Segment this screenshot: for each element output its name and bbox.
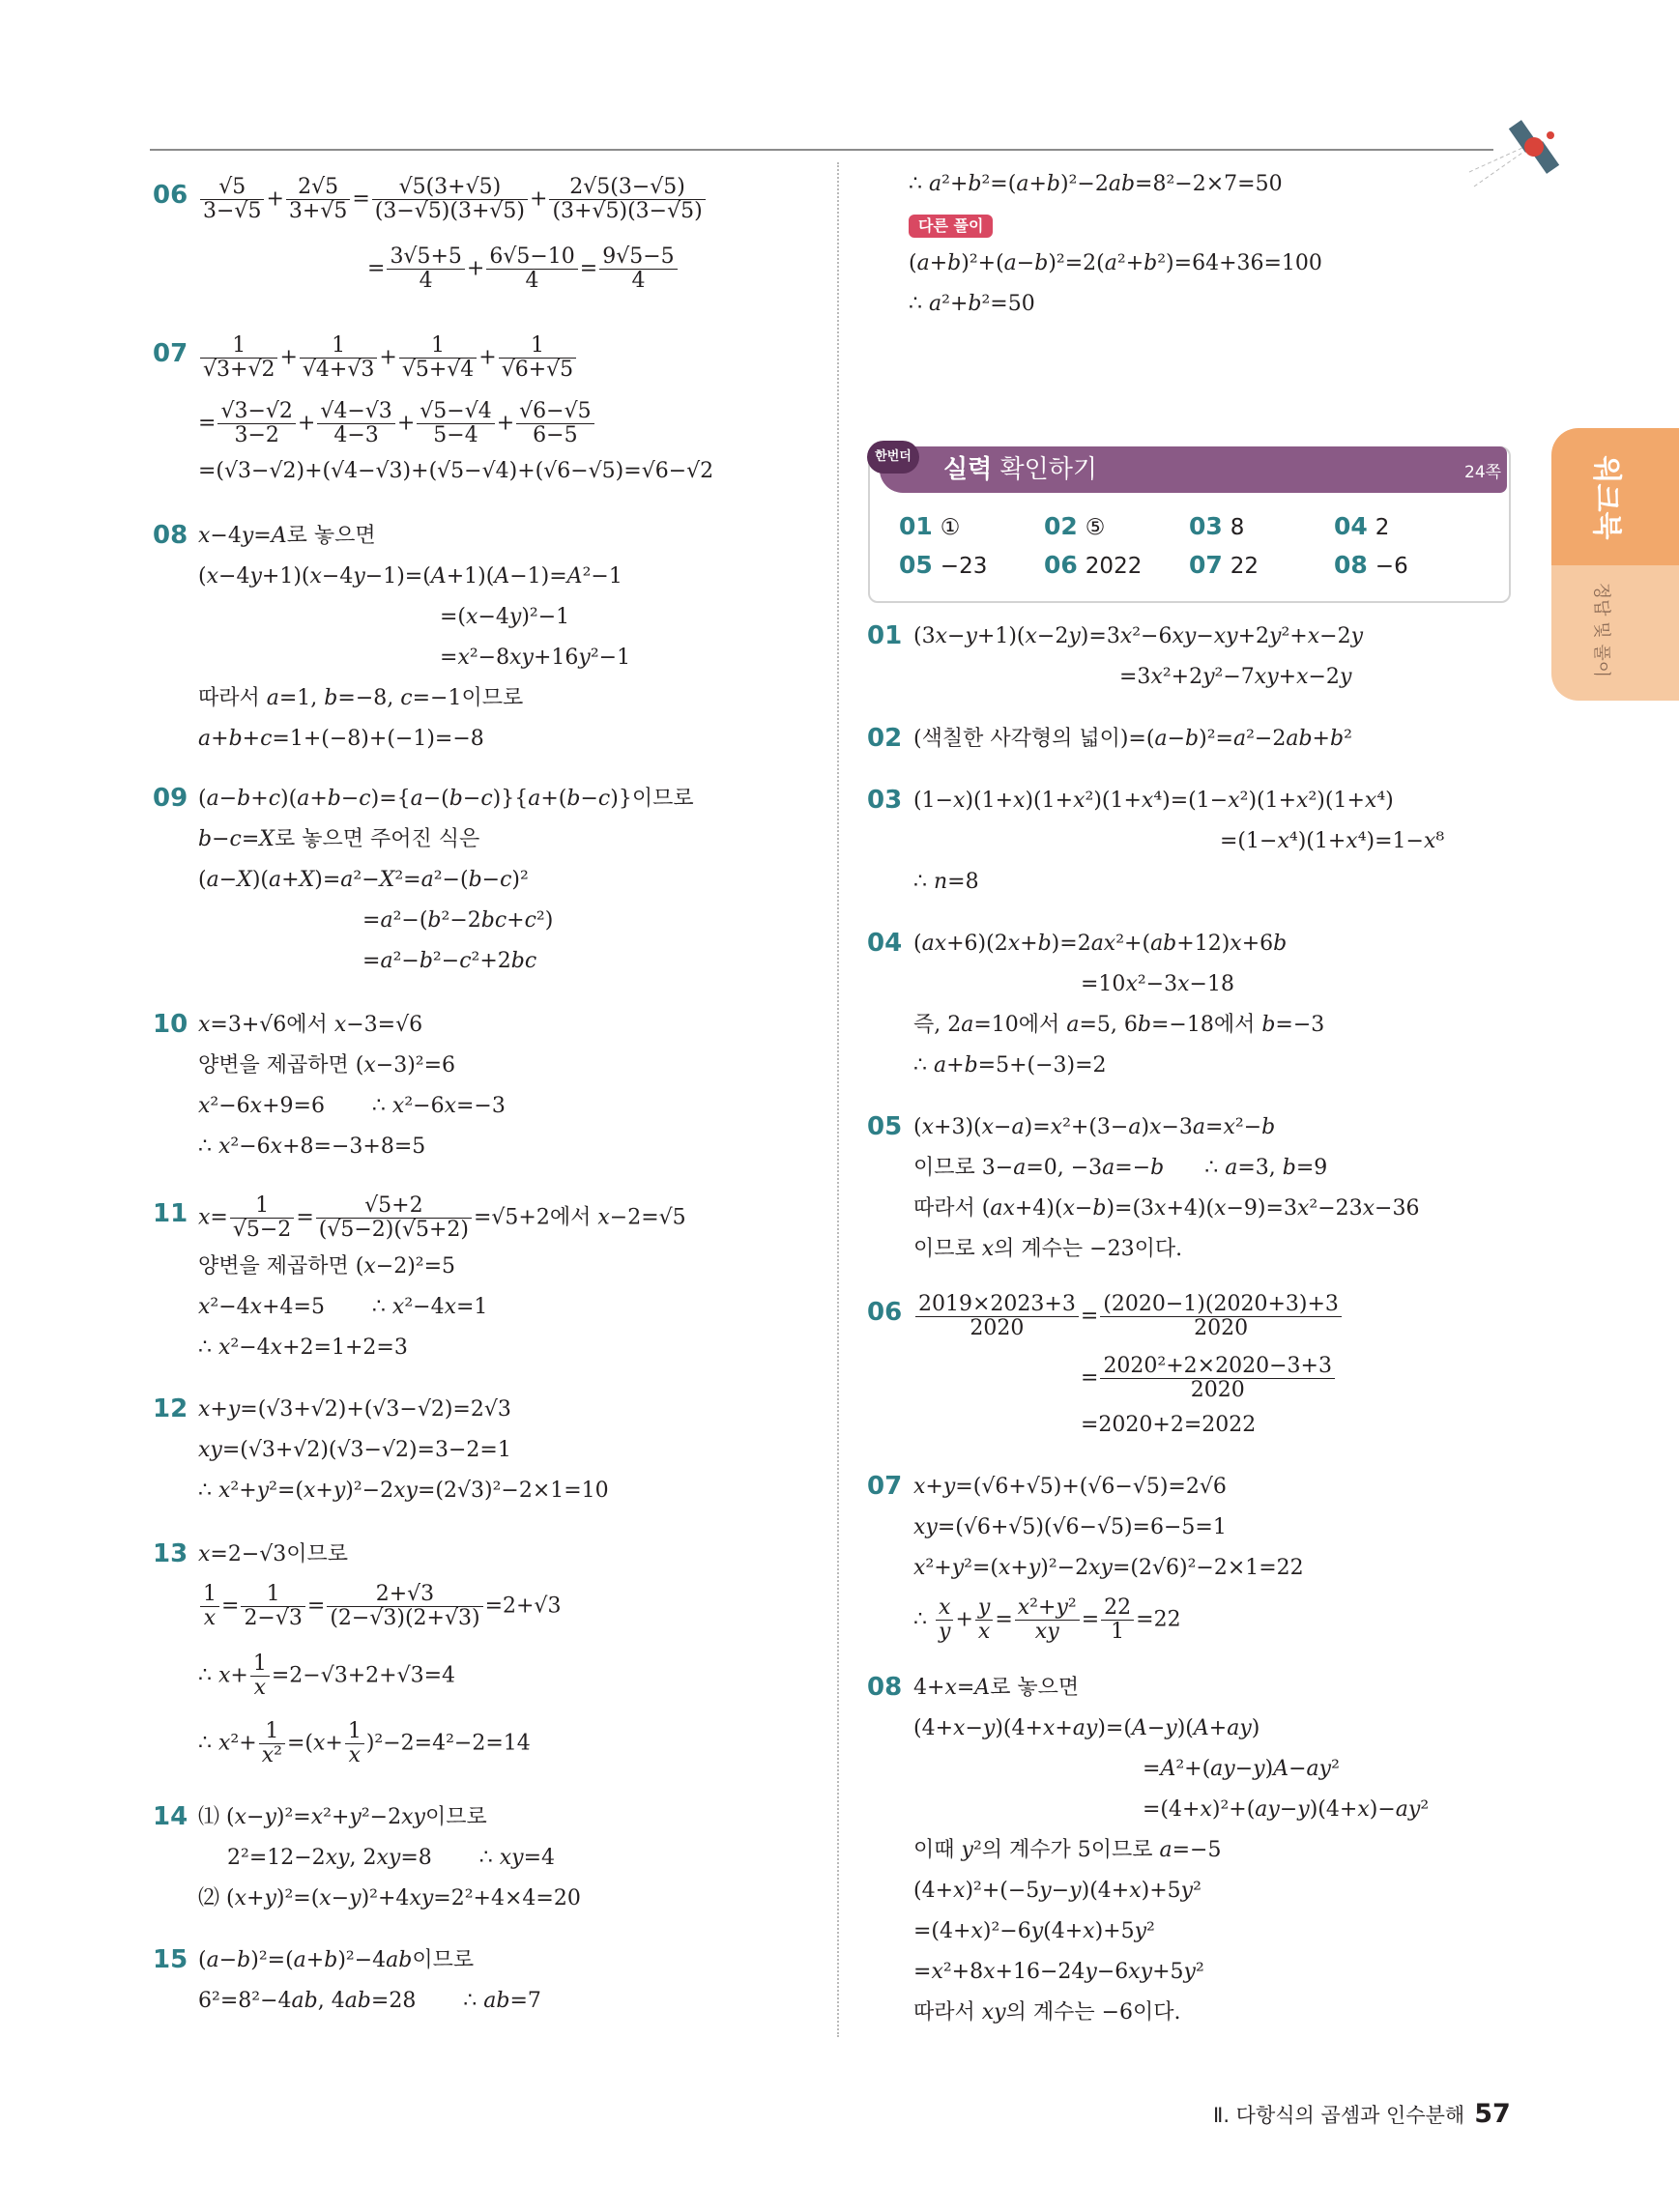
solution-line: =(x−4y)²−1 (440, 605, 570, 629)
solution-line: 즉, 2a=10에서 a=5, 6b=−18에서 b=−3 (913, 1013, 1325, 1037)
solution-line: x−4y=A로 놓으면 (198, 524, 376, 548)
solution-line: = $\frac{√3-√2}{3-2}$ + $\frac{√4-√3}{4-3}$ + $\frac{√5-√4}{5-4}$ + $\frac{√6-√5}{6-5}$ (198, 400, 596, 447)
problem-number: 03 (867, 786, 903, 815)
problem-number: 08 (867, 1673, 903, 1702)
solution-line: =(√3−√2)+(√4−√3)+(√5−√4)+(√6−√5)=√6−√2 (198, 459, 714, 483)
solution-line: (x−4y+1)(x−4y−1)=(A+1)(A−1)=A²−1 (198, 564, 622, 589)
solution-line: 2²=12−2xy, 2xy=8 ∴ xy=4 (227, 1846, 556, 1870)
problem-number: 04 (867, 929, 903, 958)
solution-line: 다른 풀이 (909, 205, 993, 244)
solution-line: (4+x)²+(−5y−y)(4+x)+5y² (913, 1879, 1201, 1903)
solution-line: 이때 y²의 계수가 5이므로 a=−5 (913, 1838, 1222, 1862)
solution-line: =(4+x)²+(ay−y)(4+x)−ay² (1143, 1797, 1430, 1822)
solution-line: 4+x=A로 놓으면 (913, 1676, 1080, 1700)
solution-line: (1−x)(1+x)(1+x²)(1+x⁴)=(1−x²)(1+x²)(1+x⁴) (913, 789, 1394, 813)
answer-item: 05 −23 (899, 551, 988, 579)
solution-line: =x²+8x+16−24y−6xy+5y² (913, 1960, 1204, 1984)
solution-line: =(4+x)²−6y(4+x)+5y² (913, 1919, 1155, 1943)
problem-number: 11 (153, 1199, 188, 1228)
problem-number: 07 (153, 339, 188, 368)
solution-line: (4+x−y)(4+x+ay)=(A−y)(A+ay) (913, 1716, 1260, 1740)
solution-line: ∴ x²+ $\frac{1}{\text{x²}}$ =(x+ $\frac{1}{x}$ )²−2=4²−2=14 (198, 1719, 531, 1767)
chapter-title: Ⅱ. 다항식의 곱셈과 인수분해 (1213, 2104, 1465, 2127)
problem-number: 09 (153, 784, 188, 813)
answer-item: 02 ⑤ (1044, 512, 1106, 540)
solution-line: ⑵ (x+y)²=(x−y)²+4xy=2²+4×4=20 (198, 1886, 581, 1910)
solution-line: 따라서 xy의 계수는 −6이다. (913, 2000, 1181, 2025)
problem-number: 07 (867, 1472, 903, 1501)
problem-number: 06 (153, 181, 188, 210)
solution-line: (x+3)(x−a)=x²+(3−a)x−3a=x²−b (913, 1115, 1276, 1139)
answer-item: 06 2022 (1044, 551, 1143, 579)
answer-item: 01 ① (899, 512, 961, 540)
answer-item: 07 22 (1189, 551, 1259, 579)
solution-line: =a²−b²−c²+2bc (362, 949, 537, 973)
solution-line: $\frac{1}{√3+√2}$ + $\frac{1}{√4+√3}$ + $\frac{1}{√5+√4}$ + $\frac{1}{√6+√5}$ (198, 334, 578, 382)
solution-line: a+b+c=1+(−8)+(−1)=−8 (198, 727, 484, 751)
solution-line: =10x²−3x−18 (1081, 972, 1234, 996)
solution-line: 이므로 3−a=0, −3a=−b ∴ a=3, b=9 (913, 1156, 1328, 1180)
answer-item: 04 2 (1334, 512, 1390, 540)
solution-line: 양변을 제곱하면 (x−3)²=6 (198, 1053, 456, 1077)
solution-line: ∴ $\frac{x}{y}$ + $\frac{y}{x}$ = $\frac{\text{x²+y²}}{xy}$ = $\frac{22}{1}$ =22 (913, 1595, 1181, 1644)
solution-line: $\frac{1}{x}$ = $\frac{1}{2-√3}$ = $\frac{2+√3}{(2-√3)(2+√3)}$ =2+√3 (198, 1583, 561, 1630)
solution-line: ∴ a²+b²=50 (909, 292, 1035, 316)
problem-number: 05 (867, 1112, 903, 1141)
solution-line: =x²−8xy+16y²−1 (440, 646, 631, 670)
solution-line: x²+y²=(x+y)²−2xy=(2√6)²−2×1=22 (913, 1556, 1304, 1580)
solution-line: ∴ x²+y²=(x+y)²−2xy=(2√3)²−2×1=10 (198, 1479, 609, 1503)
solution-line: x+y=(√3+√2)+(√3−√2)=2√3 (198, 1397, 511, 1422)
workbook-tab-label: 워크북 (1589, 455, 1623, 540)
solution-line: =2020+2=2022 (1081, 1413, 1257, 1437)
solution-line: =3x²+2y²−7xy+x−2y (1119, 665, 1352, 689)
solution-line: b−c=X로 놓으면 주어진 식은 (198, 827, 480, 851)
solution-line: x=2−√3이므로 (198, 1542, 349, 1566)
problem-number: 02 (867, 724, 903, 753)
problem-number: 01 (867, 621, 903, 650)
solution-line: xy=(√6+√5)(√6−√5)=6−5=1 (913, 1515, 1227, 1539)
solution-line: ∴ a+b=5+(−3)=2 (913, 1053, 1107, 1077)
solution-line: 양변을 제곱하면 (x−2)²=5 (198, 1254, 456, 1278)
solution-line: 6²=8²−4ab, 4ab=28 ∴ ab=7 (198, 1989, 541, 2013)
solution-line: (a−b)²=(a+b)²−4ab이므로 (198, 1948, 475, 1972)
problem-number: 15 (153, 1945, 188, 1974)
solution-line: x+y=(√6+√5)+(√6−√5)=2√6 (913, 1475, 1227, 1499)
problem-number: 12 (153, 1394, 188, 1423)
solution-line: ∴ x+ $\frac{1}{x}$ =2−√3+2+√3=4 (198, 1652, 456, 1700)
solution-line: ∴ n=8 (913, 870, 979, 894)
answers-tab-label: 정답 및 풀이 (1591, 582, 1611, 678)
solution-line: (a−b+c)(a+b−c)={a−(b−c)}{a+(b−c)}이므로 (198, 787, 694, 811)
solution-line: x²−4x+4=5 ∴ x²−4x=1 (198, 1295, 488, 1319)
solution-line: ∴ a²+b²=(a+b)²−2ab=8²−2×7=50 (909, 172, 1283, 196)
solution-line: ∴ x²−6x+8=−3+8=5 (198, 1135, 426, 1159)
practice-check-page: 24쪽 (1464, 463, 1502, 482)
solution-line: (a−X)(a+X)=a²−X²=a²−(b−c)² (198, 868, 529, 892)
page-number: 57 (1474, 2099, 1511, 2129)
solution-line: =A²+(ay−y)A−ay² (1143, 1757, 1340, 1781)
solution-line: 따라서 (ax+4)(x−b)=(3x+4)(x−9)=3x²−23x−36 (913, 1196, 1420, 1221)
problem-number: 13 (153, 1539, 188, 1568)
solution-line: $\frac{2019\times 2023+3}{2020}$ = $\frac{(2020-1)(2020+3)+3}{2020}$ (913, 1293, 1344, 1340)
solution-line: 이므로 x의 계수는 −23이다. (913, 1237, 1183, 1261)
solution-line: ∴ x²−4x+2=1+2=3 (198, 1336, 408, 1360)
solution-line: (ax+6)(2x+b)=2ax²+(ab+12)x+6b (913, 932, 1288, 956)
solution-line: x= $\frac{1}{√5-2}$ = $\frac{√5+2}{(√5-2)(√5+2)}$ =√5+2에서 x−2=√5 (198, 1193, 686, 1242)
solution-line: xy=(√3+√2)(√3−√2)=3−2=1 (198, 1438, 511, 1462)
solution-line: x²−6x+9=6 ∴ x²−6x=−3 (198, 1094, 506, 1118)
answer-item: 03 8 (1189, 512, 1245, 540)
problem-number: 08 (153, 521, 188, 550)
problem-number: 06 (867, 1298, 903, 1327)
answer-item: 08 −6 (1334, 551, 1408, 579)
solution-line: (3x−y+1)(x−2y)=3x²−6xy−xy+2y²+x−2y (913, 624, 1364, 648)
solution-line: 따라서 a=1, b=−8, c=−1이므로 (198, 686, 524, 710)
solution-line: $\frac{√5}{3-√5}$ + $\frac{2√5}{3+√5}$ = $\frac{√5(3+√5)}{(3-√5)(3+√5)}$ + $\frac{2√5(3-√5)}{(3+√5)(3-√5)}$ (198, 176, 708, 223)
solution-line: x=3+√6에서 x−3=√6 (198, 1013, 423, 1037)
problem-number: 10 (153, 1010, 188, 1039)
solution-line: =(1−x⁴)(1+x⁴)=1−x⁸ (1220, 829, 1445, 853)
solution-line: = $\frac{\text{2020²+2×2020−3+3}}{2020}$ (1081, 1355, 1337, 1402)
solution-line: (색칠한 사각형의 넓이)=(a−b)²=a²−2ab+b² (913, 727, 1352, 751)
solution-line: (a+b)²+(a−b)²=2(a²+b²)=64+36=100 (909, 251, 1322, 275)
solution-line: =a²−(b²−2bc+c²) (362, 908, 554, 933)
solution-line: = $\frac{3√5+5}{4}$ + $\frac{6√5-10}{4}$ = $\frac{9√5-5}{4}$ (367, 245, 680, 293)
problem-number: 14 (153, 1802, 188, 1831)
solution-line: ⑴ (x−y)²=x²+y²−2xy이므로 (198, 1805, 487, 1829)
page-footer (1213, 2099, 1511, 2129)
hanbeonde-badge: 한번더 (867, 441, 919, 474)
practice-check-title: 실력 확인하기 (943, 455, 1097, 484)
